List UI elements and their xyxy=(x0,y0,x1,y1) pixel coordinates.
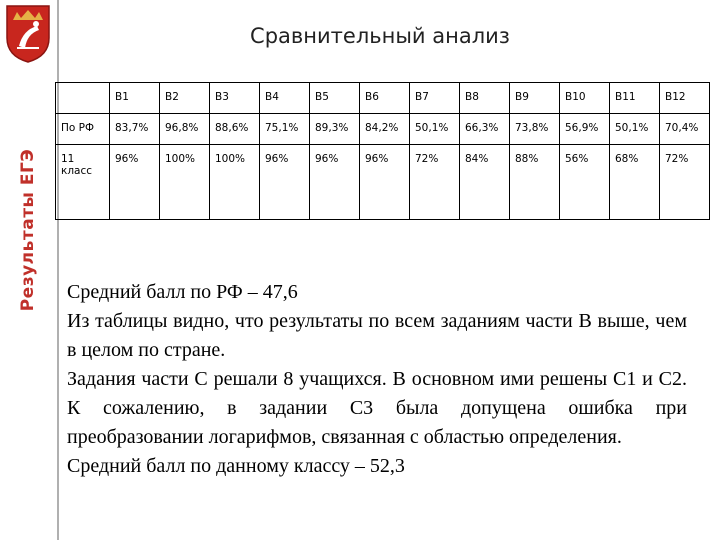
header-cell: B4 xyxy=(260,83,310,114)
table-cell: 84% xyxy=(460,145,510,220)
header-cell: B11 xyxy=(610,83,660,114)
table-cell: 66,3% xyxy=(460,114,510,145)
header-cell: B12 xyxy=(660,83,710,114)
header-cell: B3 xyxy=(210,83,260,114)
row-label-line: 11 xyxy=(61,153,75,165)
page-title: Сравнительный анализ xyxy=(250,24,510,48)
table-header-row xyxy=(56,83,710,114)
results-table xyxy=(55,82,710,220)
table-cell: 96% xyxy=(110,145,160,220)
table-cell: 50,1% xyxy=(410,114,460,145)
table-row xyxy=(56,114,710,145)
header-cell: B6 xyxy=(360,83,410,114)
table-cell: 68% xyxy=(610,145,660,220)
header-cell: B1 xyxy=(110,83,160,114)
header-cell xyxy=(56,83,110,114)
table-row xyxy=(56,145,710,220)
header-cell: B10 xyxy=(560,83,610,114)
table-cell: 73,8% xyxy=(510,114,560,145)
side-label: Результаты ЕГЭ xyxy=(18,148,38,312)
side-divider xyxy=(57,0,59,540)
table-cell: 96% xyxy=(260,145,310,220)
summary-text xyxy=(67,278,687,481)
table-cell: 72% xyxy=(660,145,710,220)
table-cell: 70,4% xyxy=(660,114,710,145)
table-cell: 84,2% xyxy=(360,114,410,145)
text-paragraph: Средний балл по РФ – 47,6 xyxy=(67,281,298,303)
row-label xyxy=(56,145,110,220)
header-cell: B9 xyxy=(510,83,560,114)
header-cell: B2 xyxy=(160,83,210,114)
table-cell: 88% xyxy=(510,145,560,220)
table-cell: 89,3% xyxy=(310,114,360,145)
table-cell: 100% xyxy=(210,145,260,220)
header-cell: B7 xyxy=(410,83,460,114)
table-cell: 96,8% xyxy=(160,114,210,145)
coat-of-arms-icon xyxy=(3,2,53,64)
table-cell: 100% xyxy=(160,145,210,220)
table-cell: 83,7% xyxy=(110,114,160,145)
table-cell: 50,1% xyxy=(610,114,660,145)
text-paragraph: Средний балл по данному классу – 52,3 xyxy=(67,455,405,477)
text-paragraph: Из таблицы видно, что результаты по всем заданиям части В выше, чем в целом по стране. xyxy=(67,310,687,361)
text-paragraph: Задания части С решали 8 учащихся. В основном ими решены С1 и С2. К сожалению, в задании С3 была допущена ошибка при преобразовании логарифмов, связанная с областью определения. xyxy=(67,368,687,448)
header-cell: B5 xyxy=(310,83,360,114)
side-panel xyxy=(0,0,57,540)
header-cell: B8 xyxy=(460,83,510,114)
table-cell: 96% xyxy=(360,145,410,220)
table-cell: 96% xyxy=(310,145,360,220)
table-cell: 56,9% xyxy=(560,114,610,145)
row-label: По РФ xyxy=(56,114,110,145)
table-cell: 56% xyxy=(560,145,610,220)
row-label-line: класс xyxy=(61,165,93,177)
table-cell: 88,6% xyxy=(210,114,260,145)
table-cell: 75,1% xyxy=(260,114,310,145)
table-cell: 72% xyxy=(410,145,460,220)
